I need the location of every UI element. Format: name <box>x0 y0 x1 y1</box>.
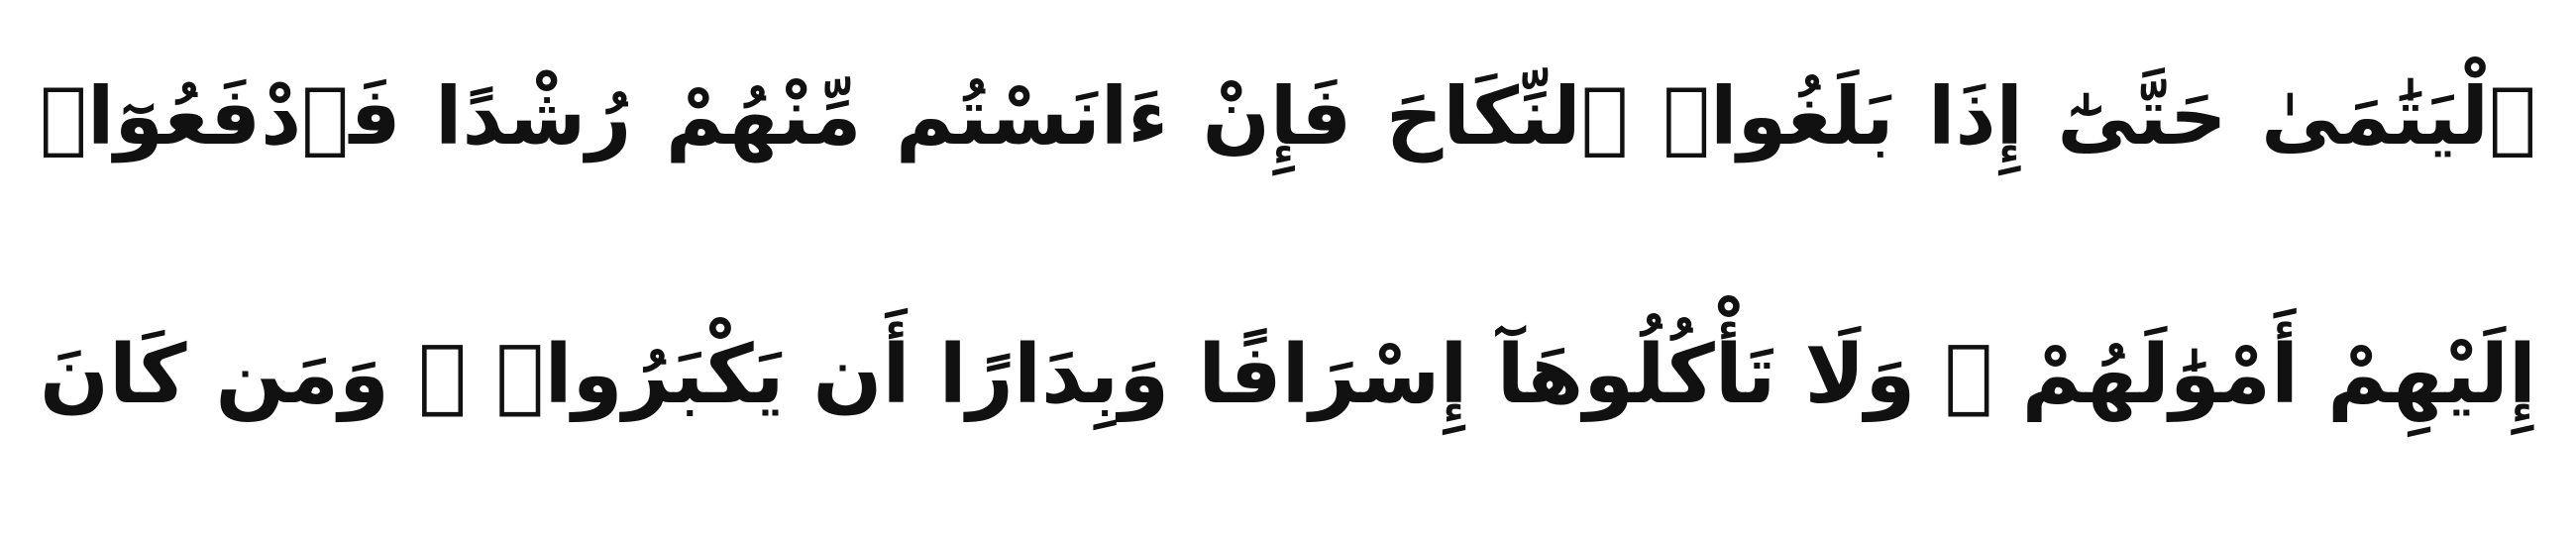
verse-line-1: ٱلْيَتَٰمَىٰ حَتَّىٰٓ إِذَا بَلَغُوا۟ ٱلنِّكَاحَ فَإِنْ ءَانَسْتُم مِّنْهُمْ رُشْدًا فَٱدْفَعُوٓا۟ <box>40 70 2536 162</box>
verse-line-2: إِلَيْهِمْ أَمْوَٰلَهُمْ ۖ وَلَا تَأْكُلُوهَآ إِسْرَافًا وَبِدَارًا أَن يَكْبَرُوا۟ ۚ وَمَن كَانَ <box>40 328 2536 422</box>
